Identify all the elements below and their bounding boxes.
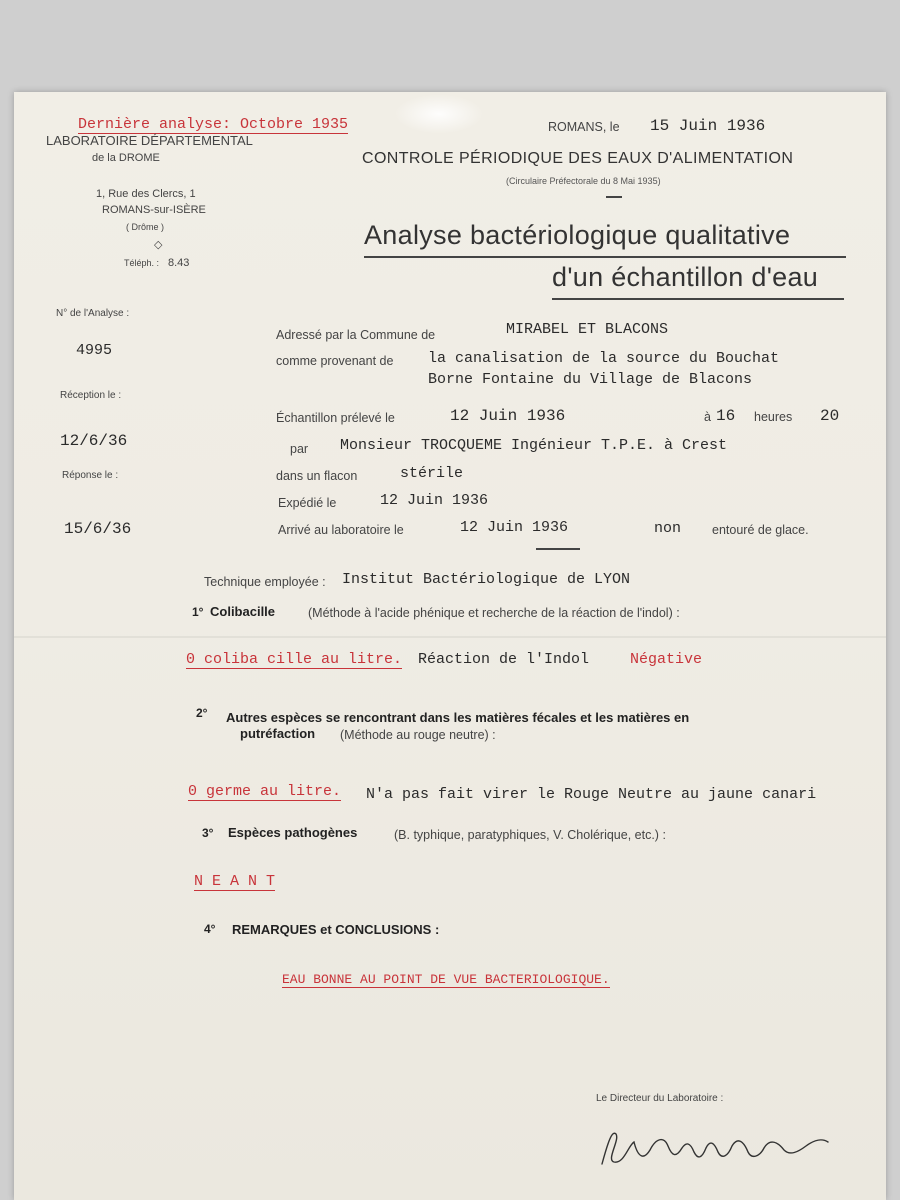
lab-region: ( Drôme ) (126, 222, 164, 232)
section-1-indol-result: Négative (630, 651, 703, 668)
section-4-number: 4° (204, 922, 216, 936)
technique-label: Technique employée : (204, 575, 326, 589)
paper-fold (14, 636, 886, 638)
section-3-title: Espèces pathogènes (228, 825, 358, 840)
conclusion-result: EAU BONNE AU POINT DE VUE BACTERIOLOGIQUE. (282, 972, 610, 987)
section-3-result: N E A N T (194, 873, 276, 890)
section-1-title: Colibacille (210, 604, 276, 619)
sent-by-label: Adressé par la Commune de (276, 328, 436, 342)
flask-label: dans un flacon (276, 469, 358, 483)
sample-minutes: 20 (820, 407, 840, 425)
lab-name: LABORATOIRE DÉPARTEMENTAL (46, 133, 253, 148)
title-underline-1 (364, 256, 846, 258)
section-2-number: 2° (196, 706, 208, 720)
lab-city: ROMANS-sur-ISÈRE (102, 204, 206, 216)
section-2-result-text: N'a pas fait virer le Rouge Neutre au jaune canari (366, 786, 817, 803)
analysis-number: 4995 (76, 342, 113, 359)
section-4-title: REMARQUES et CONCLUSIONS : (232, 922, 440, 937)
title-underline-2 (552, 298, 844, 300)
title-line-2: d'un échantillon d'eau (552, 262, 819, 292)
section-1-method: (Méthode à l'acide phénique et recherche de la réaction de l'indol) : (308, 606, 680, 620)
arrived-label: Arrivé au laboratoire le (278, 523, 404, 537)
section-2-result-count: 0 germe au litre. (188, 783, 342, 800)
origin-label: comme provenant de (276, 354, 394, 368)
light-glare (394, 94, 484, 134)
section-1-number: 1° (192, 605, 204, 619)
place-label: ROMANS, le (548, 120, 620, 134)
lab-dept: de la DROME (92, 152, 160, 164)
section-1-result-text: Réaction de l'Indol (418, 651, 590, 668)
origin-line-1: la canalisation de la source du Bouchat (428, 350, 780, 367)
phone-number: 8.43 (168, 257, 190, 269)
signature-label: Le Directeur du Laboratoire : (596, 1093, 724, 1104)
heading-dash (606, 196, 622, 198)
sample-hour: 16 (716, 407, 736, 425)
control-heading: CONTROLE PÉRIODIQUE DES EAUX D'ALIMENTATION (362, 150, 794, 167)
circular-reference: (Circulaire Préfectorale du 8 Mai 1935) (506, 176, 661, 186)
section-3-number: 3° (202, 826, 214, 840)
response-label: Réponse le : (62, 470, 119, 481)
commune-name: MIRABEL ET BLACONS (506, 321, 669, 338)
taken-date: 12 Juin 1936 (450, 407, 566, 425)
section-2-title-line-2: putréfaction (240, 726, 316, 741)
flask-value: stérile (400, 465, 464, 482)
analysis-number-label: N° de l'Analyse : (56, 308, 130, 319)
title-line-1: Analyse bactériologique qualitative (364, 220, 791, 250)
at-label: à (704, 410, 711, 424)
sent-label: Expédié le (278, 496, 337, 510)
reception-label: Réception le : (60, 390, 122, 401)
response-date: 15/6/36 (64, 520, 132, 538)
by-label: par (290, 442, 309, 456)
reception-date: 12/6/36 (60, 432, 128, 450)
diamond-icon: ◇ (154, 239, 163, 251)
handwritten-signature (594, 1112, 834, 1182)
hours-label: heures (754, 410, 793, 424)
section-3-method: (B. typhique, paratyphiques, V. Cholérique, etc.) : (394, 828, 666, 842)
document-date: 15 Juin 1936 (650, 117, 766, 135)
phone-label: Téléph. : (124, 258, 160, 268)
section-1-result-count: 0 coliba cille au litre. (186, 651, 403, 668)
ice-label: entouré de glace. (712, 523, 809, 537)
taken-label: Échantillon prélevé le (276, 411, 395, 425)
ice-value: non (654, 520, 682, 537)
section-2-title-line-1: Autres espèces se rencontrant dans les matières fécales et les matières en (226, 710, 690, 725)
arrived-date: 12 Juin 1936 (460, 519, 569, 536)
last-analysis-stamp: Dernière analyse: Octobre 1935 (78, 116, 349, 133)
sampler-name: Monsieur TROCQUEME Ingénieur T.P.E. à Crest (340, 437, 728, 454)
section-divider (536, 548, 580, 550)
section-2-method: (Méthode au rouge neutre) : (340, 728, 496, 742)
lab-address: 1, Rue des Clercs, 1 (96, 188, 196, 200)
origin-line-2: Borne Fontaine du Village de Blacons (428, 371, 753, 388)
document-page (14, 92, 886, 1200)
sent-date: 12 Juin 1936 (380, 492, 489, 509)
technique-value: Institut Bactériologique de LYON (342, 571, 631, 588)
